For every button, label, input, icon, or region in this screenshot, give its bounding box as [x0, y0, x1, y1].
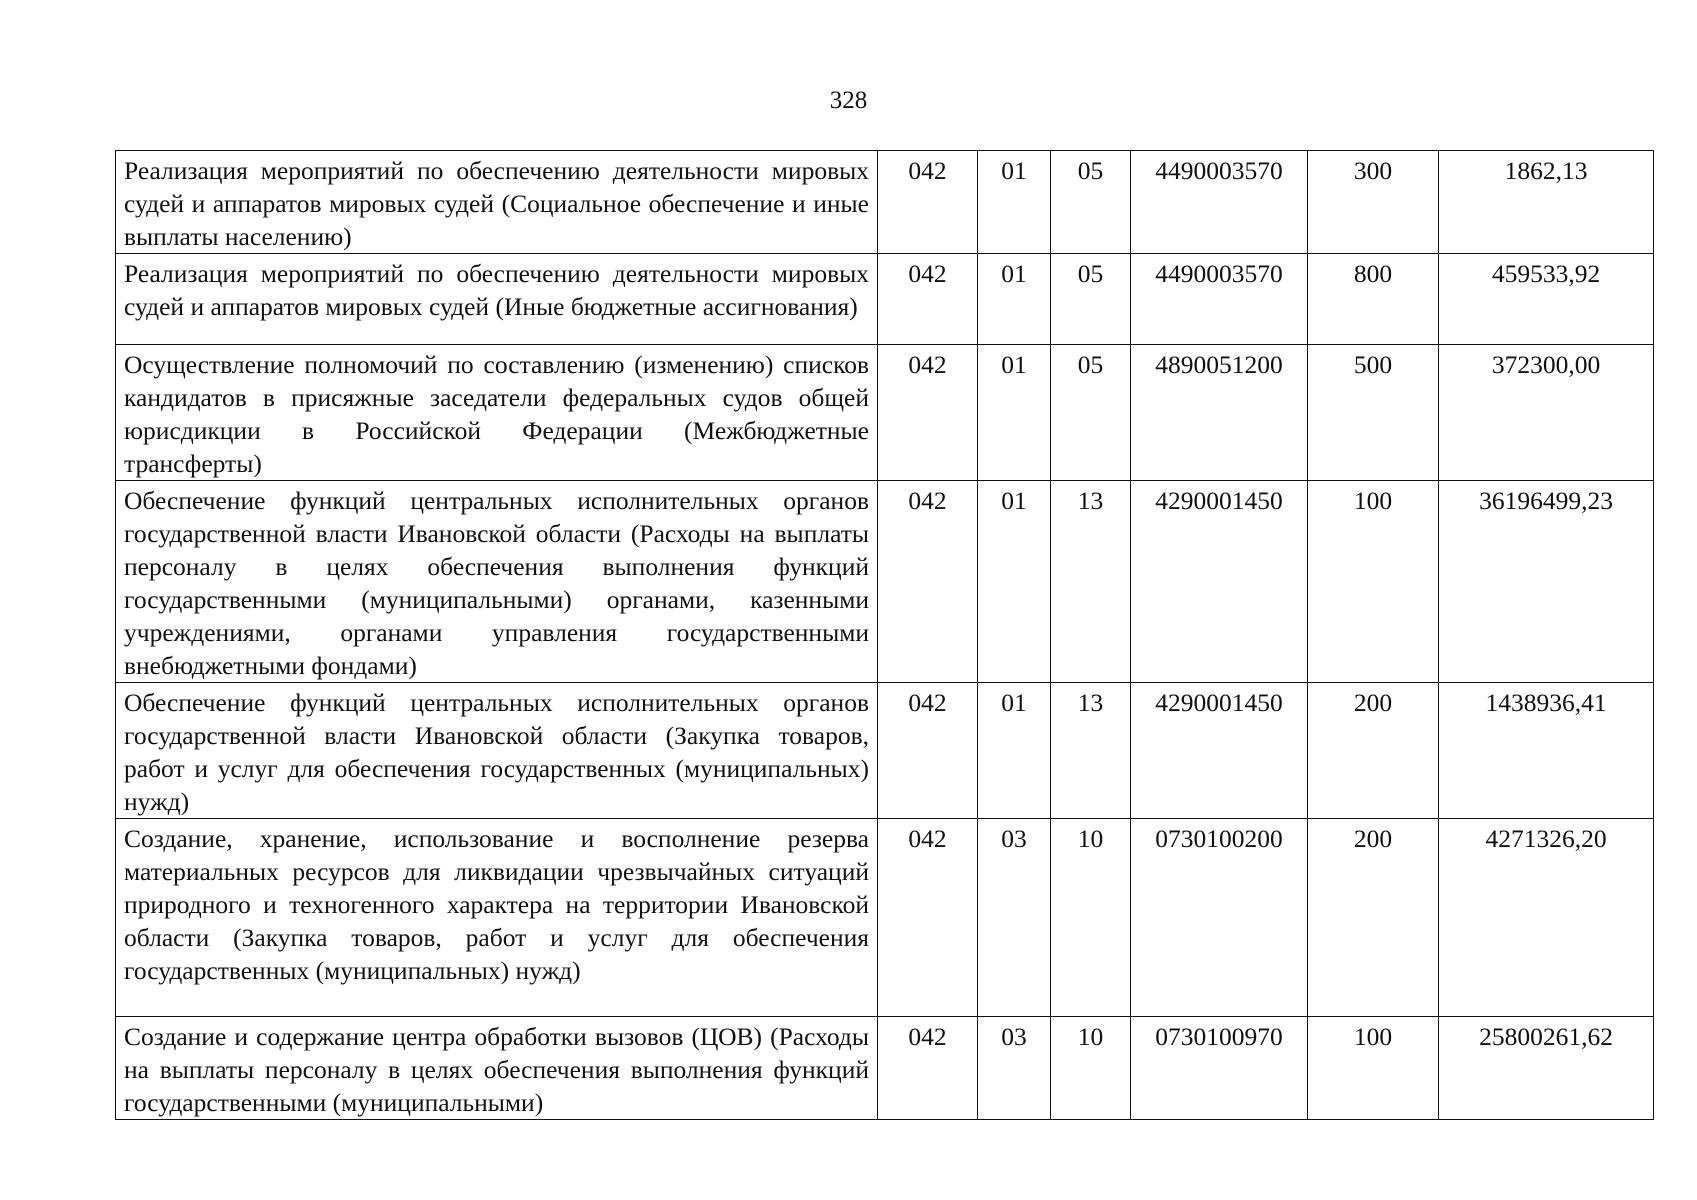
row-gr-code: 042 — [878, 481, 978, 683]
row-vr-code: 100 — [1308, 1017, 1439, 1120]
row-rz-code: 03 — [978, 819, 1051, 1017]
row-csr-code: 4490003570 — [1131, 254, 1308, 345]
row-gr-code: 042 — [878, 254, 978, 345]
row-csr-code: 4290001450 — [1131, 481, 1308, 683]
row-amount: 459533,92 — [1439, 254, 1654, 345]
table-row — [116, 481, 1654, 683]
row-pr-code: 10 — [1051, 1017, 1131, 1120]
row-pr-code: 13 — [1051, 683, 1131, 819]
row-vr-code: 500 — [1308, 345, 1439, 481]
row-rz-code: 01 — [978, 151, 1051, 254]
row-pr-code: 05 — [1051, 254, 1131, 345]
table-row — [116, 683, 1654, 819]
row-description: Обеспечение функций центральных исполнительных органов государственной власти Ивановской области (Закупка товаров, работ и услуг для обеспечения государственных (муниципальных) нужд) — [116, 683, 878, 819]
row-vr-code: 200 — [1308, 683, 1439, 819]
row-vr-code: 100 — [1308, 481, 1439, 683]
table-row — [116, 819, 1654, 1017]
row-csr-code: 4490003570 — [1131, 151, 1308, 254]
row-description: Создание, хранение, использование и восполнение резерва материальных ресурсов для ликвидации чрезвычайных ситуаций природного и техногенного характера на территории Ивановской области (Закупка товаров, работ и услуг для обеспечения государственных (муниципальных) нужд) — [116, 819, 878, 1017]
row-pr-code: 13 — [1051, 481, 1131, 683]
table-row — [116, 151, 1654, 254]
row-gr-code: 042 — [878, 345, 978, 481]
row-gr-code: 042 — [878, 151, 978, 254]
row-vr-code: 200 — [1308, 819, 1439, 1017]
row-amount: 372300,00 — [1439, 345, 1654, 481]
row-amount: 1862,13 — [1439, 151, 1654, 254]
row-description: Реализация мероприятий по обеспечению деятельности мировых судей и аппаратов мировых судей (Иные бюджетные ассигнования) — [116, 254, 878, 345]
row-csr-code: 4290001450 — [1131, 683, 1308, 819]
row-rz-code: 01 — [978, 481, 1051, 683]
row-rz-code: 01 — [978, 345, 1051, 481]
row-gr-code: 042 — [878, 1017, 978, 1120]
row-amount: 25800261,62 — [1439, 1017, 1654, 1120]
budget-table — [115, 150, 1654, 1120]
table-row — [116, 1017, 1654, 1120]
row-pr-code: 10 — [1051, 819, 1131, 1017]
row-vr-code: 800 — [1308, 254, 1439, 345]
table-row — [116, 254, 1654, 345]
row-csr-code: 4890051200 — [1131, 345, 1308, 481]
row-gr-code: 042 — [878, 819, 978, 1017]
row-rz-code: 03 — [978, 1017, 1051, 1120]
row-rz-code: 01 — [978, 683, 1051, 819]
row-amount: 36196499,23 — [1439, 481, 1654, 683]
row-csr-code: 0730100200 — [1131, 819, 1308, 1017]
row-description: Реализация мероприятий по обеспечению деятельности мировых судей и аппаратов мировых судей (Социальное обеспечение и иные выплаты населению) — [116, 151, 878, 254]
row-description: Обеспечение функций центральных исполнительных органов государственной власти Ивановской области (Расходы на выплаты персоналу в целях обеспечения выполнения функций государственными (муниципальными) органами, казенными учреждениями, органами управления государственными внебюджетными фондами) — [116, 481, 878, 683]
row-vr-code: 300 — [1308, 151, 1439, 254]
table-row — [116, 345, 1654, 481]
row-csr-code: 0730100970 — [1131, 1017, 1308, 1120]
page-number: 328 — [829, 87, 868, 114]
row-description: Осуществление полномочий по составлению (изменению) списков кандидатов в присяжные заседатели федеральных судов общей юрисдикции в Российской Федерации (Межбюджетные трансферты) — [116, 345, 878, 481]
row-rz-code: 01 — [978, 254, 1051, 345]
row-pr-code: 05 — [1051, 151, 1131, 254]
row-description: Создание и содержание центра обработки вызовов (ЦОВ) (Расходы на выплаты персоналу в целях обеспечения выполнения функций государственными (муниципальными) — [116, 1017, 878, 1120]
row-amount: 4271326,20 — [1439, 819, 1654, 1017]
row-pr-code: 05 — [1051, 345, 1131, 481]
row-gr-code: 042 — [878, 683, 978, 819]
row-amount: 1438936,41 — [1439, 683, 1654, 819]
